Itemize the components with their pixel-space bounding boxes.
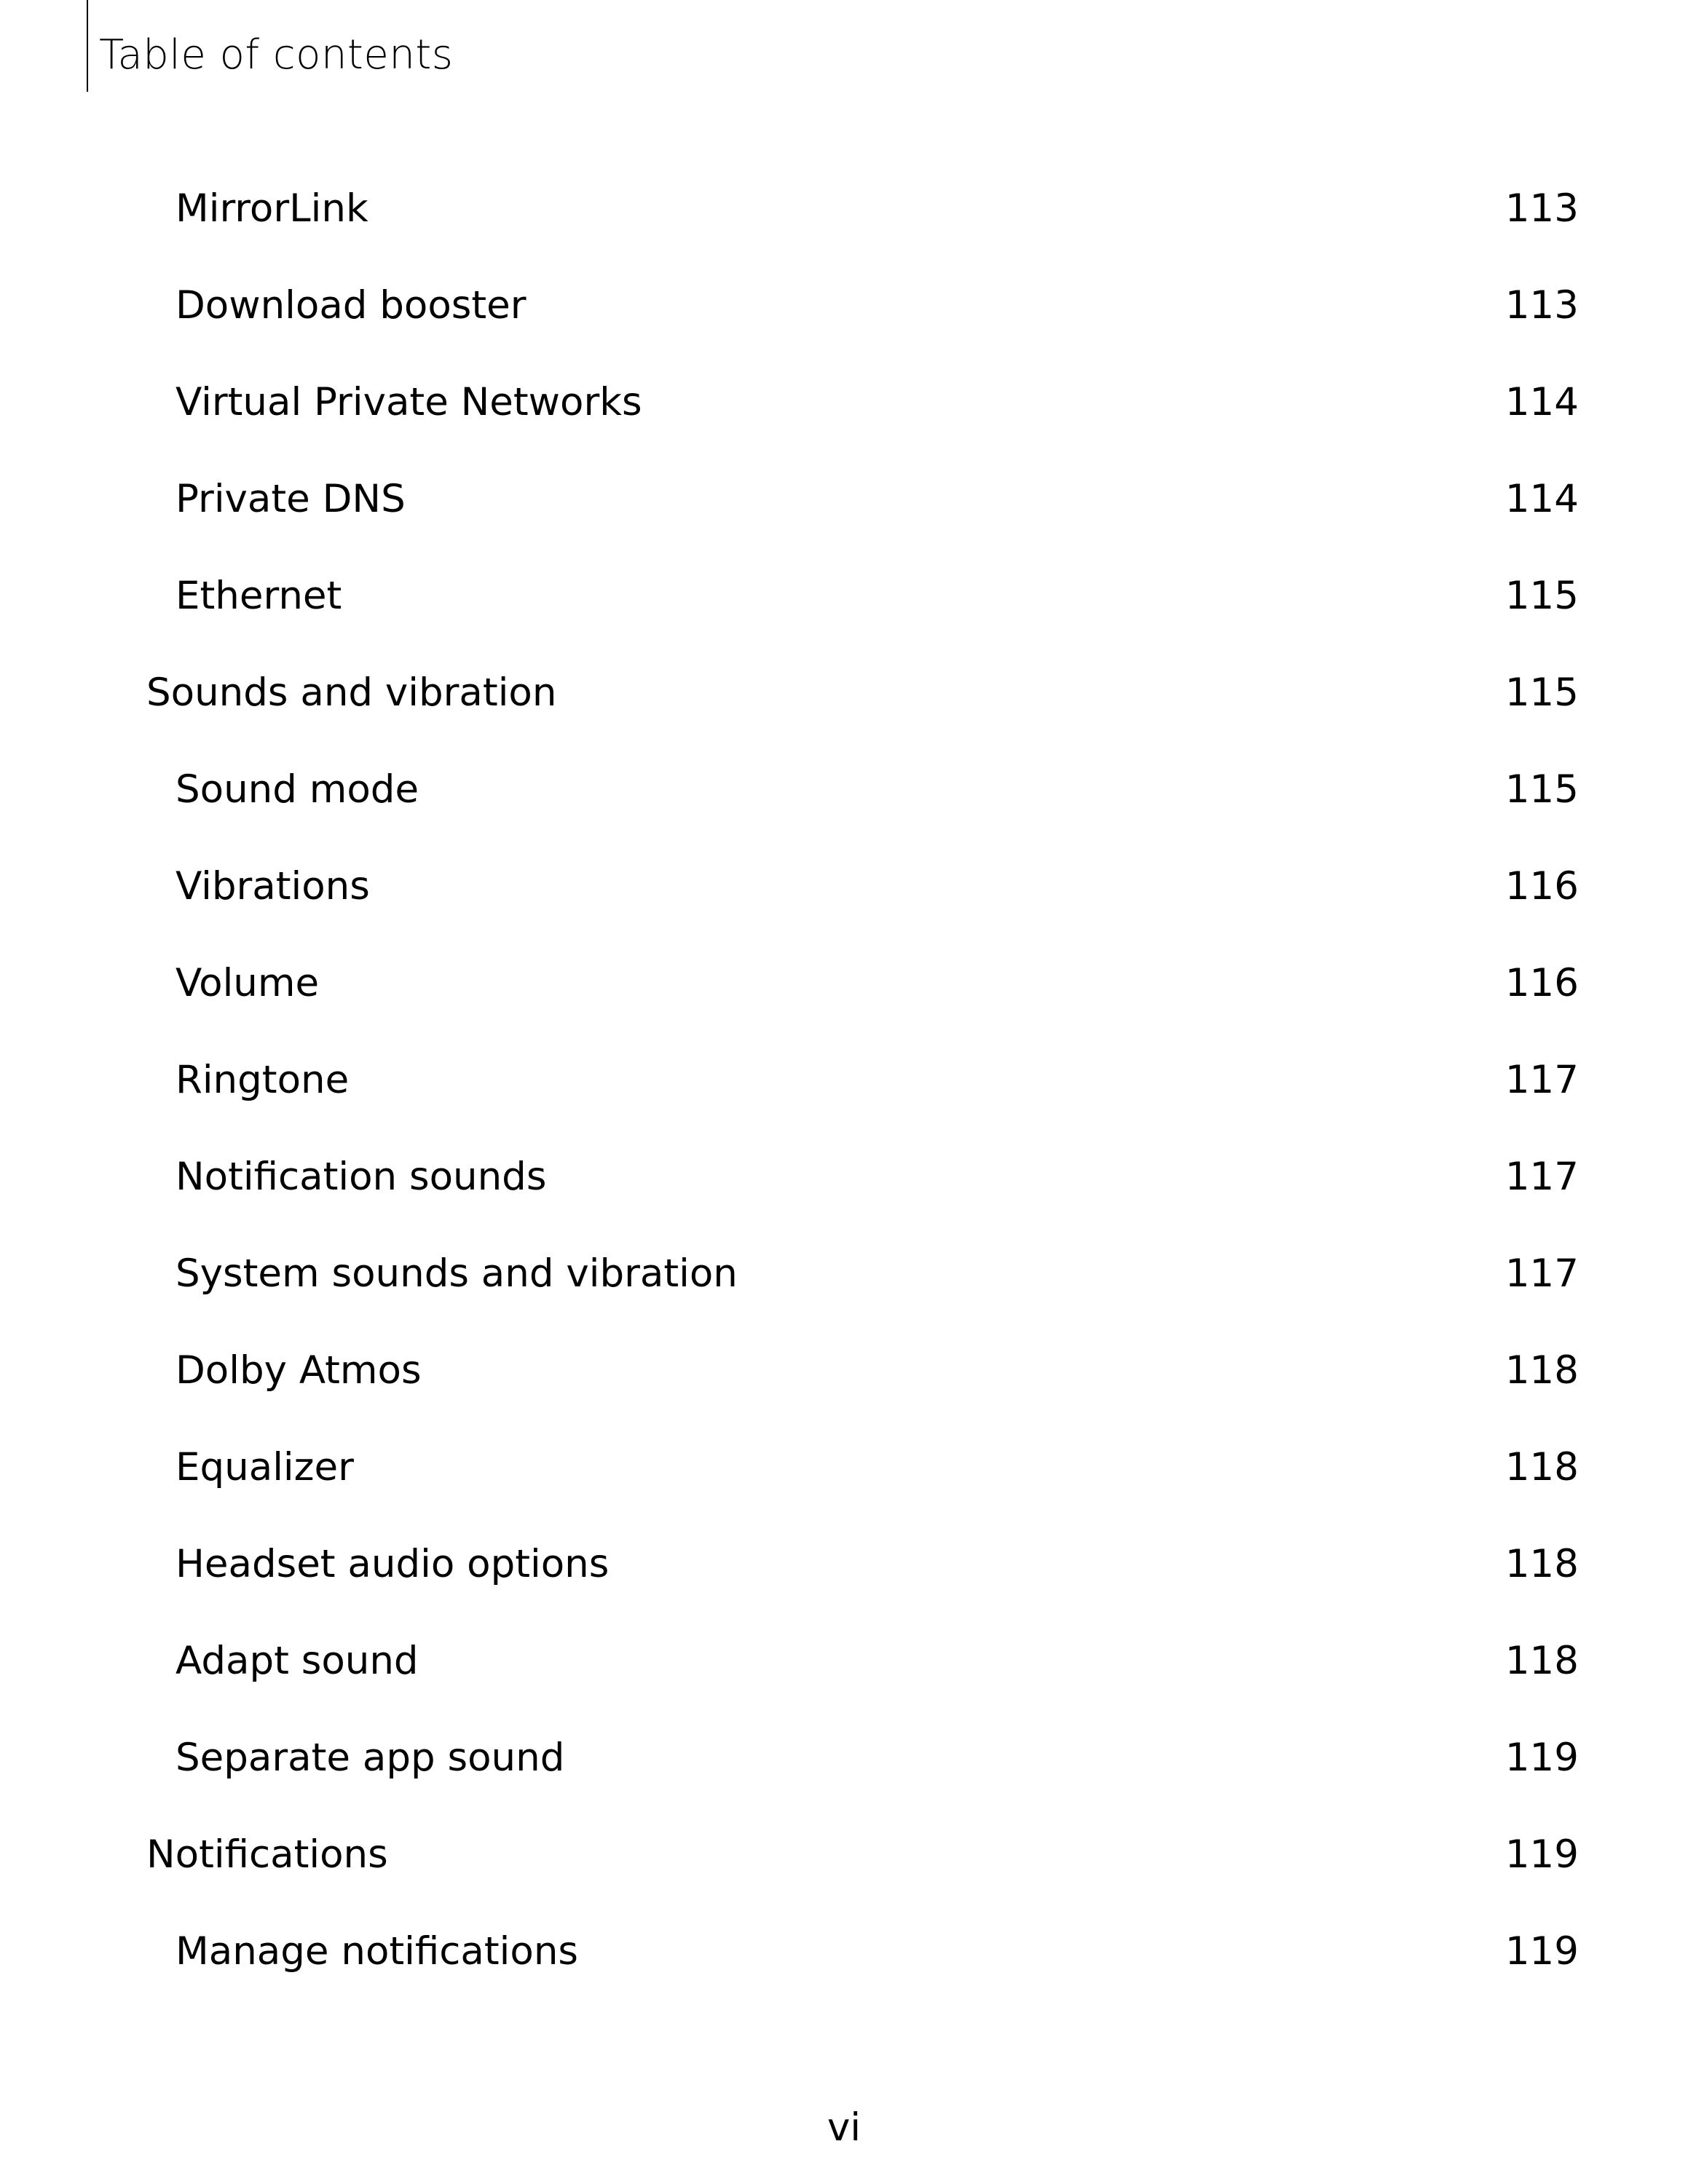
toc-section-entry[interactable]	[0, 672, 1688, 769]
page-number: vi	[827, 2105, 861, 2150]
toc-entry-page-number: 118	[1504, 1348, 1579, 1393]
toc-subsection-entry[interactable]	[0, 1447, 1688, 1543]
toc-entry-label: MirrorLink	[175, 186, 368, 231]
page-title: Table of contents	[99, 31, 454, 79]
toc-subsection-entry[interactable]	[0, 1350, 1688, 1447]
toc-subsection-entry[interactable]	[0, 1543, 1688, 1640]
toc-subsection-entry[interactable]	[0, 1253, 1688, 1350]
toc-entry-label: Headset audio options	[175, 1542, 610, 1586]
toc-entry-page-number: 114	[1504, 477, 1579, 521]
toc-entry-page-number: 116	[1504, 864, 1579, 909]
toc-entry-label: System sounds and vibration	[175, 1251, 738, 1296]
toc-subsection-entry[interactable]	[0, 575, 1688, 672]
toc-subsection-entry[interactable]	[0, 1156, 1688, 1253]
table-of-contents	[0, 188, 1688, 2027]
toc-subsection-entry[interactable]	[0, 1931, 1688, 2027]
toc-entry-label: Adapt sound	[175, 1639, 419, 1683]
toc-entry-page-number: 119	[1504, 1832, 1579, 1877]
toc-entry-page-number: 118	[1504, 1445, 1579, 1489]
toc-entry-label: Ringtone	[175, 1058, 350, 1102]
toc-entry-label: Download booster	[175, 283, 526, 328]
toc-entry-page-number: 118	[1504, 1542, 1579, 1586]
toc-entry-page-number: 119	[1504, 1736, 1579, 1780]
toc-entry-label: Sound mode	[175, 767, 419, 812]
header-divider	[87, 0, 88, 92]
toc-entry-page-number: 119	[1504, 1929, 1579, 1974]
toc-subsection-entry[interactable]	[0, 381, 1688, 478]
toc-entry-page-number: 113	[1504, 186, 1579, 231]
toc-entry-label: Sounds and vibration	[146, 670, 557, 715]
toc-entry-label: Volume	[175, 961, 320, 1005]
toc-entry-label: Notification sounds	[175, 1155, 547, 1199]
toc-subsection-entry[interactable]	[0, 1737, 1688, 1834]
toc-entry-label: Equalizer	[175, 1445, 354, 1489]
toc-entry-page-number: 116	[1504, 961, 1579, 1005]
toc-entry-label: Ethernet	[175, 574, 342, 618]
toc-entry-page-number: 117	[1504, 1058, 1579, 1102]
toc-entry-label: Dolby Atmos	[175, 1348, 422, 1393]
toc-entry-page-number: 113	[1504, 283, 1579, 328]
toc-entry-label: Separate app sound	[175, 1736, 565, 1780]
toc-subsection-entry[interactable]	[0, 1059, 1688, 1156]
toc-entry-page-number: 114	[1504, 380, 1579, 424]
toc-subsection-entry[interactable]	[0, 285, 1688, 381]
toc-subsection-entry[interactable]	[0, 478, 1688, 575]
toc-subsection-entry[interactable]	[0, 1640, 1688, 1737]
toc-entry-page-number: 115	[1504, 767, 1579, 812]
toc-entry-label: Manage notifications	[175, 1929, 579, 1974]
toc-entry-page-number: 115	[1504, 670, 1579, 715]
toc-entry-label: Vibrations	[175, 864, 370, 909]
toc-entry-page-number: 115	[1504, 574, 1579, 618]
toc-entry-label: Private DNS	[175, 477, 406, 521]
toc-entry-page-number: 118	[1504, 1639, 1579, 1683]
toc-entry-label: Virtual Private Networks	[175, 380, 642, 424]
toc-entry-page-number: 117	[1504, 1155, 1579, 1199]
toc-section-entry[interactable]	[0, 1834, 1688, 1931]
toc-subsection-entry[interactable]	[0, 962, 1688, 1059]
toc-subsection-entry[interactable]	[0, 866, 1688, 962]
toc-entry-page-number: 117	[1504, 1251, 1579, 1296]
toc-entry-label: Notifications	[146, 1832, 388, 1877]
toc-subsection-entry[interactable]	[0, 769, 1688, 866]
toc-subsection-entry[interactable]	[0, 188, 1688, 285]
